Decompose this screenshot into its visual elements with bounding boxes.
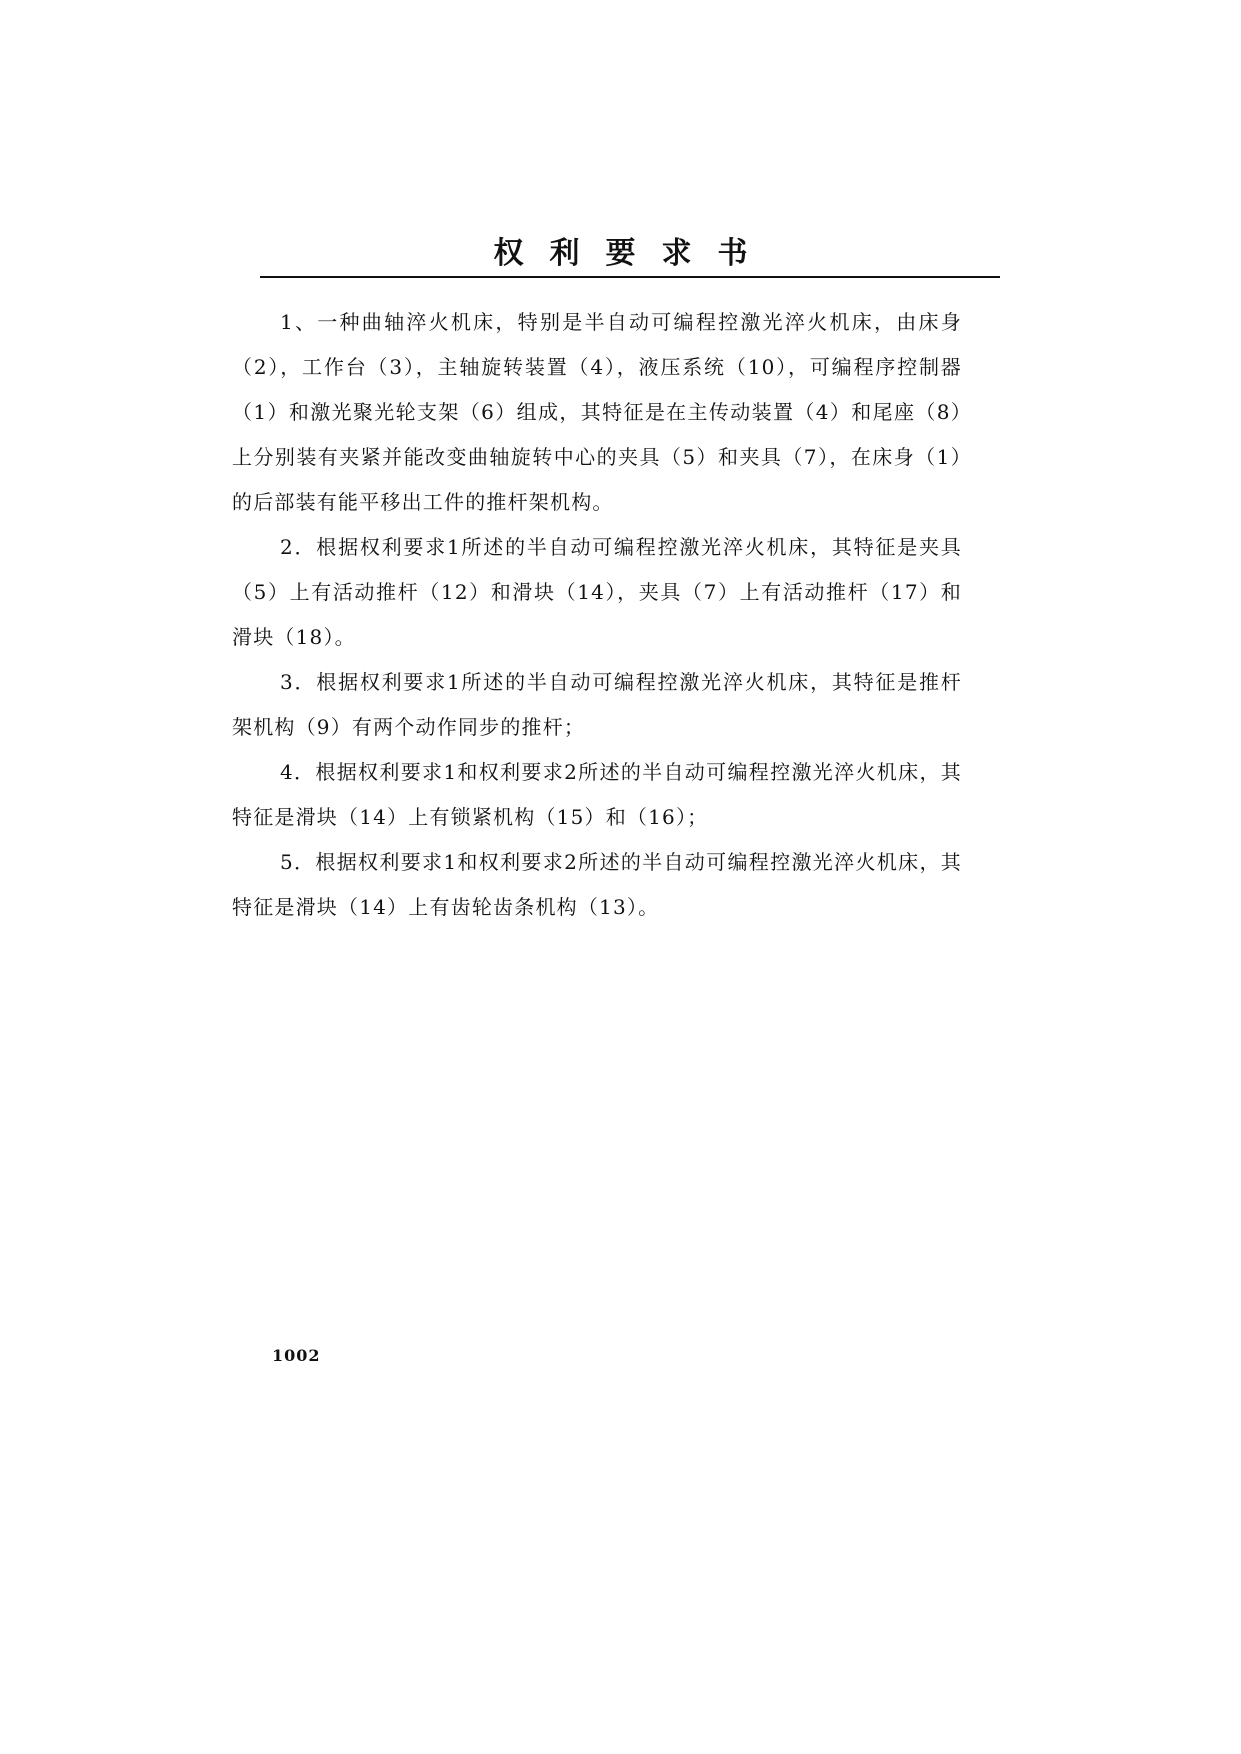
claim-2: 2．根据权利要求1所述的半自动可编程控激光淬火机床，其特征是夹具（5）上有活动推杆（12）和滑块（14），夹具（7）上有活动推杆（17）和滑块（18）。 bbox=[232, 535, 962, 649]
claims-list bbox=[232, 300, 962, 930]
claim-1: 1、一种曲轴淬火机床，特别是半自动可编程控激光淬火机床，由床身（2），工作台（3），主轴旋转装置（4），液压系统（10），可编程序控制器（1）和激光聚光轮支架（6）组成，其特征是在主传动装置（4）和尾座（8）上分别装有夹紧并能改变曲轴旋转中心的夹具（5）和夹具（7），在床身（1）的后部装有能平移出工件的推杆架机构。 bbox=[232, 310, 962, 514]
claim-4: 4．根据权利要求1和权利要求2所述的半自动可编程控激光淬火机床，其特征是滑块（14）上有锁紧机构（15）和（16）； bbox=[232, 760, 962, 829]
claim-5: 5．根据权利要求1和权利要求2所述的半自动可编程控激光淬火机床，其特征是滑块（14）上有齿轮齿条机构（13）。 bbox=[232, 850, 962, 919]
title-divider bbox=[260, 276, 1000, 278]
page-number: 1002 bbox=[272, 1346, 321, 1365]
claim-3: 3．根据权利要求1所述的半自动可编程控激光淬火机床，其特征是推杆架机构（9）有两个动作同步的推杆； bbox=[232, 670, 962, 739]
page-title: 权利要求书 bbox=[493, 236, 774, 271]
